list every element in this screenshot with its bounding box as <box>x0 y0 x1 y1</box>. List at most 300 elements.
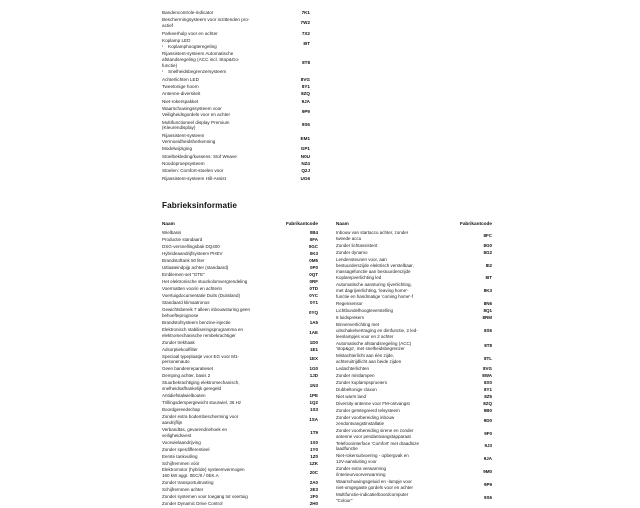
row-name <box>336 353 448 365</box>
row-name <box>162 440 274 446</box>
row-name <box>162 467 274 479</box>
table-row <box>162 251 318 257</box>
table-row <box>336 250 492 256</box>
table-row <box>336 322 492 339</box>
equipment-name-line: Noodoproepsysteem <box>162 160 205 166</box>
row-code: 1Q2 <box>309 400 318 406</box>
equipment-row <box>162 99 310 105</box>
table-row <box>162 230 318 236</box>
equipment-name-line: (Kleurendisplay) <box>162 125 196 131</box>
row-name-line: uitschakelvertraging en dimfunctie, 2 led- <box>336 327 418 333</box>
table-row <box>162 447 318 453</box>
equipment-name <box>162 31 274 37</box>
row-code: 1EX <box>309 356 318 362</box>
row-name-line: Demping achter, basis 2 <box>162 373 211 379</box>
column-header-code: Fabrikantcode <box>285 220 318 226</box>
equipment-row <box>162 154 310 160</box>
equipment-row <box>162 17 310 29</box>
table-row <box>336 380 492 386</box>
row-code: 9P9 <box>483 481 492 487</box>
row-name-line: 'stop&go', met snelheidsbegrenzer <box>336 346 405 352</box>
equipment-row <box>162 31 310 37</box>
row-name-line: Zonder mistlampen <box>336 373 375 379</box>
row-name <box>162 366 274 372</box>
row-code: 8G2 <box>483 249 492 255</box>
row-code: 0TD <box>309 286 318 292</box>
row-name <box>162 414 274 426</box>
row-name-line: elektromechanische rembekrachtiger <box>162 332 236 338</box>
row-name-line: Antidiefstalwielbouten <box>162 393 206 399</box>
table-row <box>336 387 492 393</box>
row-code: 8Z5 <box>484 394 492 400</box>
table-row <box>336 353 492 365</box>
table-row <box>336 230 492 242</box>
row-name-line: Schijfremmen vóór <box>162 460 200 466</box>
table-row <box>336 492 492 504</box>
row-name-line: aandrijflijn <box>162 419 183 425</box>
row-name <box>162 487 274 493</box>
row-name-line: Brandstofsysteem benzine-injectie <box>162 319 231 325</box>
row-name-line: achteruitrijdlicht aan beide zijden <box>336 359 402 365</box>
row-code: 8Q1 <box>483 308 492 314</box>
row-code: 8IT <box>485 275 492 281</box>
equipment-name <box>162 84 274 90</box>
row-name-line: tweede accu <box>336 235 362 241</box>
row-name-line: behoefteprognose <box>162 312 199 318</box>
equipment-name-line: Niet-rokerspakket <box>162 98 199 104</box>
equipment-name-line: Rijassistent-systeem Hill-Assist <box>162 175 226 181</box>
row-name-line: Schijfremmen achter <box>162 487 204 493</box>
row-code: 8FC <box>483 233 492 239</box>
row-name <box>162 380 274 392</box>
table-row <box>162 467 318 479</box>
column-header-name: Naam <box>162 220 175 226</box>
row-name <box>336 341 448 353</box>
table-row <box>162 366 318 372</box>
row-name <box>162 327 274 339</box>
row-code: 1G0 <box>309 366 318 372</box>
row-name <box>162 427 274 439</box>
equipment-row <box>162 10 310 16</box>
table-row <box>162 487 318 493</box>
equipment-row <box>162 51 310 75</box>
row-name <box>162 447 274 453</box>
row-code: 1Y0 <box>309 446 318 452</box>
row-code: 1ZK <box>309 460 318 466</box>
row-name <box>162 400 274 406</box>
equipment-list <box>162 10 310 182</box>
row-name <box>162 286 274 292</box>
table-row <box>336 453 492 465</box>
row-name-line: Zonder voorbereiding sirene en zonder <box>336 427 414 433</box>
table-row <box>336 408 492 414</box>
equipment-row <box>162 38 310 50</box>
row-name <box>162 244 274 250</box>
equipment-name-line: Antenne-diversiteit <box>162 91 201 97</box>
table-row <box>162 427 318 439</box>
row-name-line: 160 kW aggr. 0EC/II / 0EK.A <box>162 473 219 479</box>
equipment-code: Q2J <box>301 168 310 174</box>
table-row <box>336 341 492 353</box>
equipment-name-line: Bandencontrole-indicator <box>162 10 214 15</box>
row-name-line: Trillingsdempergewicht stuurwiel, 36 Hz <box>162 400 242 406</box>
row-code: 8Y1 <box>483 387 492 393</box>
row-name <box>336 243 448 249</box>
table-row <box>162 293 318 299</box>
row-name <box>336 250 448 256</box>
equipment-name-line: Tweetonige hoorn <box>162 83 199 89</box>
equipment-code: 7K1 <box>301 10 310 15</box>
row-name-line: Mistachterlicht aan één zijde, <box>336 353 395 359</box>
table-row <box>162 373 318 379</box>
table-row <box>336 366 492 372</box>
table-column-right <box>336 221 492 508</box>
row-code: 1SA <box>309 416 318 422</box>
row-name-line: Regensensor <box>336 301 363 307</box>
row-name-line: Het elektronische stuurkolomvergrendeling <box>162 279 248 285</box>
equipment-name <box>162 120 274 132</box>
row-code: 8S6 <box>483 327 492 333</box>
row-code: 1JD <box>309 373 318 379</box>
row-name <box>336 394 448 400</box>
row-name-line: Zonder dynamo <box>336 249 368 255</box>
row-name-line: Binnenverlichting met <box>336 322 380 327</box>
row-code: 1X0 <box>309 439 318 445</box>
equipment-code: 7W2 <box>300 20 310 26</box>
row-code: 1A5 <box>309 319 318 325</box>
table-column-left <box>162 221 318 508</box>
row-name <box>162 501 274 507</box>
row-name-line: Zonder lichtassistent <box>336 242 378 248</box>
row-name <box>336 282 448 299</box>
row-name-line: Waarschuwingsgeluid en -lampje voor <box>336 478 412 484</box>
row-name-line: Koplampverlichting led <box>336 275 382 281</box>
row-name <box>162 494 274 500</box>
row-code: 1Z0 <box>310 453 318 459</box>
row-name <box>336 479 448 491</box>
table-row <box>336 282 492 299</box>
row-name-line: Zonder geïntegreerd telsysteem <box>336 408 400 414</box>
table-row <box>162 440 318 446</box>
row-name-line: Brandstoftank 50 liter <box>162 258 205 264</box>
row-name-line: Elektromotor (hybride) systeemvermogen <box>162 467 245 473</box>
table-row <box>162 494 318 500</box>
equipment-row <box>162 106 310 118</box>
table-row <box>162 237 318 243</box>
row-name-line: 8 luidsprekers <box>336 315 365 321</box>
table-row <box>336 257 492 274</box>
row-name-line: Automatische afstandsregeling (ACC) <box>336 340 412 346</box>
row-name-line: Elektronisch stabiliseringsprogramma en <box>162 326 244 332</box>
table-row <box>336 466 492 478</box>
row-name <box>162 272 274 278</box>
row-code: 0YC <box>309 293 318 299</box>
row-name <box>162 393 274 399</box>
row-name-line: "Colour" <box>336 497 353 503</box>
table-row <box>162 501 318 507</box>
document-body <box>162 10 492 508</box>
table-row <box>162 265 318 271</box>
table-row <box>162 340 318 346</box>
row-name-line: Telefooninterface 'Comfort' met draadloze <box>336 440 420 446</box>
column-header-code: Fabrikantcode <box>459 220 492 226</box>
row-code: 0FA <box>309 237 318 243</box>
row-name <box>336 401 448 407</box>
equipment-name-line: Parkeerhulp voor en achter <box>162 30 218 36</box>
row-name-line: laadfunctie <box>336 446 358 452</box>
row-name <box>162 258 274 264</box>
row-name <box>336 308 448 314</box>
manufacturer-info-table <box>162 221 492 508</box>
row-name <box>336 380 448 386</box>
table-row <box>162 454 318 460</box>
row-code: 0RF <box>309 279 318 285</box>
row-code: 8X0 <box>483 380 492 386</box>
equipment-name <box>162 133 274 145</box>
row-name <box>336 366 448 372</box>
row-name-line: Emblemen-set "GTE" <box>162 272 205 278</box>
table-body-left <box>162 230 318 507</box>
equipment-code: UG6 <box>300 175 310 181</box>
row-name-line: Zonder trekhaak <box>162 339 195 345</box>
table-row <box>336 441 492 453</box>
row-name <box>162 230 274 236</box>
row-name-line: Diversity-antenne voor FM-ontvangst <box>336 401 410 407</box>
equipment-name-line: Stoelen: Comfort-stoelen voor <box>162 168 224 174</box>
row-name-line: Zonder koplampsproeiers <box>336 380 388 386</box>
table-row <box>162 286 318 292</box>
table-row <box>336 308 492 314</box>
row-code: 8K3 <box>483 288 492 294</box>
equipment-row <box>162 133 310 145</box>
equipment-name-line: afstandsregeling (ACC incl. Stop&Go- <box>162 57 240 63</box>
row-name-line: Zonder extra bodembescherming voor <box>162 413 239 419</box>
row-name-line: Zonder extra verwarming <box>336 466 387 472</box>
row-name-line: Automatische aansturing rijverlichting, <box>336 282 412 288</box>
row-name <box>336 373 448 379</box>
row-name <box>336 408 448 414</box>
table-row <box>336 275 492 281</box>
row-name-line: Gewichtsbereik 7 alleen inbouwsturing geen <box>162 306 251 312</box>
equipment-name <box>162 99 274 105</box>
row-code: 9M0 <box>483 469 492 475</box>
row-code: 0K3 <box>309 251 318 257</box>
table-row <box>162 244 318 250</box>
table-row <box>162 272 318 278</box>
row-code: 0P0 <box>309 265 318 271</box>
equipment-name-line: Rijassistent-systeem Automatische <box>162 51 234 57</box>
equipment-name <box>162 77 274 83</box>
table-row <box>162 307 318 319</box>
row-name-line: snelheidsafhankelijk geregeld <box>162 386 222 392</box>
equipment-name-line: Multifunctioneel display Premium <box>162 119 230 125</box>
equipment-name <box>162 146 274 152</box>
row-name <box>336 453 448 465</box>
row-name-line: Multifunctie-indicatie/boordcomputer <box>336 491 409 497</box>
row-name-line: zendontvangstinstallatie <box>336 420 385 426</box>
table-row <box>162 354 318 366</box>
equipment-name-line: Modelwijziging <box>162 146 193 152</box>
row-name-line: functie en handmatige 'coming home'-f <box>336 294 414 300</box>
row-name <box>162 300 274 306</box>
table-row <box>162 407 318 413</box>
equipment-name <box>162 38 274 50</box>
row-name-line: Niet warm land <box>336 394 367 400</box>
row-code: 0Y1 <box>309 300 318 305</box>
row-code: 2H0 <box>309 501 318 507</box>
row-name-line: /interieurvoorverwarming <box>336 471 386 477</box>
equipment-row <box>162 161 310 167</box>
row-code: 0M5 <box>309 258 318 264</box>
row-code: 8TL <box>483 356 492 362</box>
row-code: 2A0 <box>309 480 318 486</box>
row-name-line: antenne voor pendantvangstapparaat <box>336 433 411 439</box>
equipment-name <box>162 10 274 16</box>
equipment-name-line: Stoelbekleding/kussens: Stof Weave <box>162 153 237 159</box>
row-code: 1AE <box>309 329 318 335</box>
row-name <box>336 387 448 393</box>
row-name <box>162 237 274 243</box>
row-code: 1D0 <box>309 339 318 345</box>
equipment-name-line: Rijassistent-systeem <box>162 132 205 138</box>
column-header-name: Naam <box>336 220 349 226</box>
equipment-code: 9S6 <box>301 122 310 128</box>
row-name <box>162 407 274 413</box>
row-code: 1T9 <box>310 429 318 435</box>
row-code: 8ZQ <box>483 401 492 407</box>
equipment-name <box>162 161 274 167</box>
equipment-name <box>162 51 274 75</box>
row-name-line: bestuurderszijde elektrisch verstelbaar, <box>336 262 414 268</box>
equipment-code: 8ZQ <box>301 91 310 97</box>
row-code: 20C <box>309 470 318 476</box>
row-name-line: Zonder transportuitrusting <box>162 480 214 486</box>
row-name-line: Adsorptiekoolfilter <box>162 346 198 352</box>
row-name <box>336 415 448 427</box>
equipment-code: 8IT <box>303 41 310 47</box>
row-code: 8T8 <box>484 343 492 349</box>
row-name-line: Boordgereedschap <box>162 407 201 412</box>
equipment-name-line: Achterlichten LED <box>162 76 199 82</box>
table-row <box>336 394 492 400</box>
row-code: 9JA <box>483 456 492 462</box>
row-name-line: niet-omgegaste gordels voor en achter <box>336 484 414 490</box>
row-name-line: Verbandtas, gevarendriehoek en <box>162 426 228 432</box>
equipment-sub-item: ▪ Koplamphoogteregeling <box>162 44 274 50</box>
equipment-name <box>162 168 274 174</box>
row-name-line: met dagrijverlichting, 'leaving home'- <box>336 288 409 294</box>
row-name-line: Geen bandenreparatieset <box>162 366 214 372</box>
equipment-name <box>162 154 274 160</box>
row-name <box>336 257 448 274</box>
row-name-line: Eerste tankvulling <box>162 453 198 459</box>
table-row <box>336 373 492 379</box>
row-name-line: Voermatten voorin en achterin <box>162 286 223 292</box>
row-name-line: DSG-versnellingsbak DQ400 <box>162 244 220 250</box>
equipment-row <box>162 91 310 97</box>
row-code: 0B4 <box>309 230 318 236</box>
row-name-line: Stuurbekrachtiging elektromechanisch, <box>162 380 240 386</box>
equipment-row <box>162 77 310 83</box>
row-name-line: massagefunctie aan bestuurderszijde <box>336 268 411 274</box>
table-row <box>162 327 318 339</box>
equipment-name <box>162 106 274 118</box>
row-name-line: Standaard klimaatronos <box>162 300 210 305</box>
equipment-code: N0U <box>300 153 310 159</box>
table-header-right <box>336 221 492 227</box>
table-row <box>336 243 492 249</box>
row-name <box>336 230 448 242</box>
row-name-line: Voorwielaandrijving <box>162 439 201 445</box>
row-name <box>336 275 448 281</box>
row-name-line: leeslampjes voor en 2 achter <box>336 333 394 339</box>
table-row <box>162 480 318 486</box>
row-name <box>162 320 274 326</box>
equipment-name <box>162 91 274 97</box>
row-name-line: Voertuigdocumentatie Duits (Duitsland) <box>162 293 241 299</box>
row-name <box>336 315 448 321</box>
row-code: 9J3 <box>484 443 492 449</box>
table-row <box>336 428 492 440</box>
equipment-code: GP1 <box>300 146 310 152</box>
table-row <box>162 414 318 426</box>
row-name-line: Niet-rokersuitvoering - opbergvak en <box>336 453 409 459</box>
row-name <box>162 307 274 319</box>
table-row <box>336 301 492 307</box>
table-row <box>162 320 318 326</box>
equipment-name <box>162 176 274 182</box>
equipment-name-line: Vermoeidheidsherkenning <box>162 138 216 144</box>
equipment-row <box>162 168 310 174</box>
equipment-name-line: Koplamp LED <box>162 38 191 44</box>
row-name-line: Inbouw van startaccu achter, zonder <box>336 230 409 236</box>
section-heading: Fabrieksinformatie <box>162 200 238 210</box>
equipment-code: 9P9 <box>301 109 310 115</box>
row-code: 8G0 <box>483 242 492 248</box>
equipment-name-line: Waarschuwingssysteem voor <box>162 106 222 112</box>
row-name-line: Speciaal typeplaatje voor EG voor M1- <box>162 353 240 359</box>
equipment-name <box>162 17 274 29</box>
row-name-line: 12V-aansluiting voor <box>336 459 377 465</box>
row-name-line: personenauto <box>162 359 190 365</box>
table-row <box>162 461 318 467</box>
equipment-name-line: Beschermingsysteem voor inzittenden pro- <box>162 17 250 23</box>
row-name <box>162 480 274 486</box>
equipment-code: 8T8 <box>302 60 310 66</box>
row-name <box>336 441 448 453</box>
row-name-line: Productie standaard <box>162 237 203 243</box>
equipment-name-line: actief <box>162 23 174 29</box>
table-row <box>162 380 318 392</box>
row-code: 9B0 <box>483 408 492 414</box>
row-name-line: Wielbasis <box>162 230 182 236</box>
equipment-name-line: Veiligheidsgordels voor en achter <box>162 112 231 118</box>
equipment-row <box>162 84 310 90</box>
row-name-line: Zonder Dynamic Drive Control <box>162 501 223 507</box>
equipment-row <box>162 176 310 182</box>
row-name-line: Hybrideaandrijfsysteem PHEV <box>162 251 223 257</box>
equipment-code: 9JA <box>301 98 310 104</box>
table-row <box>162 347 318 353</box>
equipment-code: 8Y1 <box>301 83 310 89</box>
row-name <box>162 293 274 299</box>
row-name <box>336 492 448 504</box>
row-name <box>162 265 274 271</box>
equipment-row <box>162 120 310 132</box>
row-code: 1E1 <box>309 346 318 352</box>
equipment-code: EM1 <box>300 135 310 141</box>
row-name <box>336 466 448 478</box>
